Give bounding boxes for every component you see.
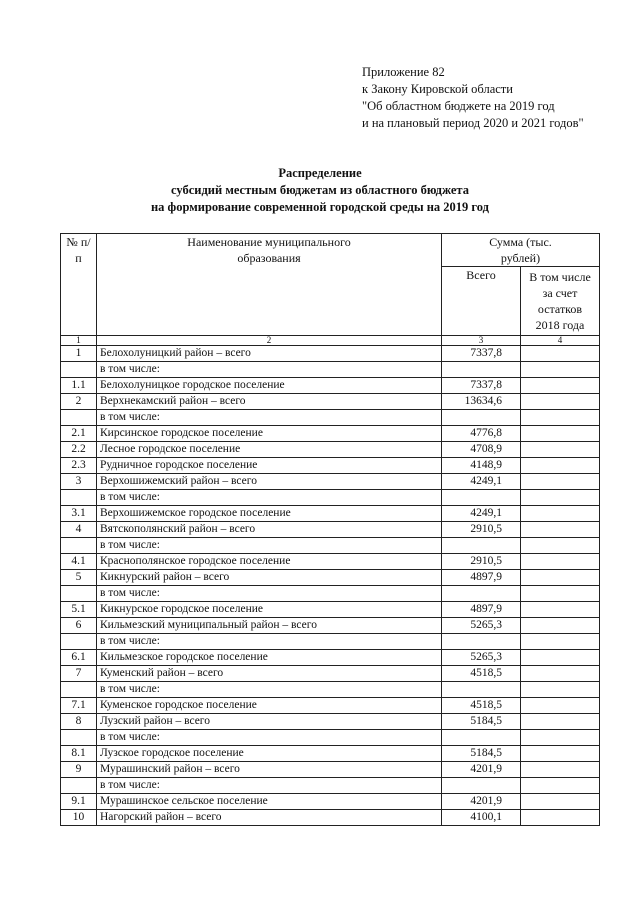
row-remainder [521, 538, 600, 554]
row-name: Кильмезское городское поселение [97, 650, 442, 666]
row-remainder [521, 570, 600, 586]
table-row [61, 378, 600, 394]
row-remainder [521, 474, 600, 490]
table-row [61, 346, 600, 362]
row-name: в том числе: [97, 490, 442, 506]
row-total: 5184,5 [442, 714, 521, 730]
row-number [61, 586, 97, 602]
row-number: 1.1 [61, 378, 97, 394]
row-name: Кирсинское городское поселение [97, 426, 442, 442]
row-name: в том числе: [97, 730, 442, 746]
column-number: 1 [61, 336, 97, 346]
row-remainder [521, 794, 600, 810]
table-row [61, 362, 600, 378]
row-total [442, 730, 521, 746]
table-row [61, 682, 600, 698]
row-total [442, 634, 521, 650]
row-number [61, 362, 97, 378]
row-remainder [521, 362, 600, 378]
row-total: 2910,5 [442, 554, 521, 570]
title-line: на формирование современной городской среды на 2019 год [150, 200, 490, 214]
appendix-line: к Закону Кировской области [362, 82, 513, 96]
table-row [61, 506, 600, 522]
subsidy-table [60, 233, 600, 826]
row-name: Лесное городское поселение [97, 442, 442, 458]
row-remainder [521, 378, 600, 394]
table-row [61, 474, 600, 490]
row-total [442, 586, 521, 602]
table-row [61, 666, 600, 682]
row-remainder [521, 746, 600, 762]
table-row [61, 554, 600, 570]
table-row [61, 714, 600, 730]
row-total: 5184,5 [442, 746, 521, 762]
row-remainder [521, 426, 600, 442]
table-row [61, 618, 600, 634]
row-remainder [521, 506, 600, 522]
table-row [61, 698, 600, 714]
header-num: № п/п [61, 234, 97, 336]
row-remainder [521, 346, 600, 362]
row-name: Кикнурское городское поселение [97, 602, 442, 618]
row-name: Куменское городское поселение [97, 698, 442, 714]
row-total: 7337,8 [442, 346, 521, 362]
row-number [61, 778, 97, 794]
column-number-row [61, 336, 600, 346]
table-row [61, 538, 600, 554]
table-row [61, 458, 600, 474]
row-total: 4518,5 [442, 666, 521, 682]
row-number [61, 730, 97, 746]
row-total: 2910,5 [442, 522, 521, 538]
row-remainder [521, 442, 600, 458]
row-name: Куменский район – всего [97, 666, 442, 682]
header-name: Наименование муниципального образования [97, 234, 442, 336]
header-incl: В том числе за счет остатков 2018 года [521, 267, 600, 336]
row-total: 4897,9 [442, 602, 521, 618]
row-remainder [521, 490, 600, 506]
appendix-note [362, 64, 584, 132]
table-row [61, 794, 600, 810]
row-total: 4249,1 [442, 506, 521, 522]
row-name: в том числе: [97, 586, 442, 602]
row-total [442, 490, 521, 506]
row-number: 4.1 [61, 554, 97, 570]
row-name: Кильмезский муниципальный район – всего [97, 618, 442, 634]
row-remainder [521, 778, 600, 794]
row-number: 5.1 [61, 602, 97, 618]
table-row [61, 634, 600, 650]
appendix-line: Приложение 82 [362, 65, 445, 79]
row-total: 4100,1 [442, 810, 521, 826]
row-name: Белохолуницкий район – всего [97, 346, 442, 362]
row-name: Мурашинский район – всего [97, 762, 442, 778]
row-total [442, 410, 521, 426]
row-name: Вятскополянский район – всего [97, 522, 442, 538]
row-name: Рудничное городское поселение [97, 458, 442, 474]
row-remainder [521, 522, 600, 538]
row-number: 8 [61, 714, 97, 730]
row-number [61, 410, 97, 426]
title-line: Распределение [278, 166, 362, 180]
table-row [61, 730, 600, 746]
table-row [61, 602, 600, 618]
row-number: 7.1 [61, 698, 97, 714]
row-name: Верхнекамский район – всего [97, 394, 442, 410]
row-number: 7 [61, 666, 97, 682]
row-total: 4201,9 [442, 762, 521, 778]
row-name: Кикнурский район – всего [97, 570, 442, 586]
row-total: 4518,5 [442, 698, 521, 714]
row-name: в том числе: [97, 634, 442, 650]
title-line: субсидий местным бюджетам из областного бюджета [171, 183, 469, 197]
document-title [0, 165, 640, 216]
row-name: в том числе: [97, 410, 442, 426]
row-name: в том числе: [97, 538, 442, 554]
table-row [61, 522, 600, 538]
row-total [442, 682, 521, 698]
row-total: 7337,8 [442, 378, 521, 394]
row-number: 2.3 [61, 458, 97, 474]
column-number: 3 [442, 336, 521, 346]
row-remainder [521, 666, 600, 682]
row-number: 4 [61, 522, 97, 538]
row-number: 2 [61, 394, 97, 410]
row-number: 8.1 [61, 746, 97, 762]
row-name: Нагорский район – всего [97, 810, 442, 826]
row-number: 6 [61, 618, 97, 634]
row-total: 4148,9 [442, 458, 521, 474]
table-row [61, 746, 600, 762]
row-number [61, 490, 97, 506]
row-name: в том числе: [97, 778, 442, 794]
row-total: 4708,9 [442, 442, 521, 458]
row-remainder [521, 682, 600, 698]
header-total: Всего [442, 267, 521, 336]
row-total: 4776,8 [442, 426, 521, 442]
row-remainder [521, 730, 600, 746]
table-row [61, 586, 600, 602]
row-remainder [521, 554, 600, 570]
row-remainder [521, 762, 600, 778]
table-row [61, 778, 600, 794]
row-name: Лузское городское поселение [97, 746, 442, 762]
row-number: 10 [61, 810, 97, 826]
table-row [61, 394, 600, 410]
row-total: 4897,9 [442, 570, 521, 586]
header-sum: Сумма (тыс. рублей) [442, 234, 600, 267]
table-row [61, 426, 600, 442]
table-row [61, 570, 600, 586]
row-total [442, 538, 521, 554]
table-row [61, 490, 600, 506]
row-remainder [521, 586, 600, 602]
row-remainder [521, 698, 600, 714]
row-number: 2.1 [61, 426, 97, 442]
table-row [61, 442, 600, 458]
row-total: 5265,3 [442, 618, 521, 634]
row-remainder [521, 618, 600, 634]
column-number: 4 [521, 336, 600, 346]
row-remainder [521, 458, 600, 474]
row-remainder [521, 410, 600, 426]
row-number: 9 [61, 762, 97, 778]
table-row [61, 410, 600, 426]
column-number: 2 [97, 336, 442, 346]
row-number: 2.2 [61, 442, 97, 458]
row-remainder [521, 650, 600, 666]
table-row [61, 810, 600, 826]
row-name: в том числе: [97, 682, 442, 698]
row-number: 5 [61, 570, 97, 586]
row-total: 5265,3 [442, 650, 521, 666]
row-name: Белохолуницкое городское поселение [97, 378, 442, 394]
row-number [61, 538, 97, 554]
table-row [61, 762, 600, 778]
row-number [61, 682, 97, 698]
row-name: Мурашинское сельское поселение [97, 794, 442, 810]
appendix-line: и на плановый период 2020 и 2021 годов" [362, 116, 584, 130]
table-row [61, 650, 600, 666]
row-name: в том числе: [97, 362, 442, 378]
row-number: 3.1 [61, 506, 97, 522]
row-total [442, 362, 521, 378]
row-number: 6.1 [61, 650, 97, 666]
row-total: 4249,1 [442, 474, 521, 490]
row-remainder [521, 714, 600, 730]
row-name: Лузский район – всего [97, 714, 442, 730]
row-number [61, 634, 97, 650]
row-number: 1 [61, 346, 97, 362]
row-total: 13634,6 [442, 394, 521, 410]
row-remainder [521, 602, 600, 618]
row-remainder [521, 634, 600, 650]
row-total: 4201,9 [442, 794, 521, 810]
row-remainder [521, 394, 600, 410]
appendix-line: "Об областном бюджете на 2019 год [362, 99, 555, 113]
row-name: Краснополянское городское поселение [97, 554, 442, 570]
row-total [442, 778, 521, 794]
row-number: 9.1 [61, 794, 97, 810]
row-name: Верхошижемский район – всего [97, 474, 442, 490]
row-number: 3 [61, 474, 97, 490]
row-remainder [521, 810, 600, 826]
row-name: Верхошижемское городское поселение [97, 506, 442, 522]
